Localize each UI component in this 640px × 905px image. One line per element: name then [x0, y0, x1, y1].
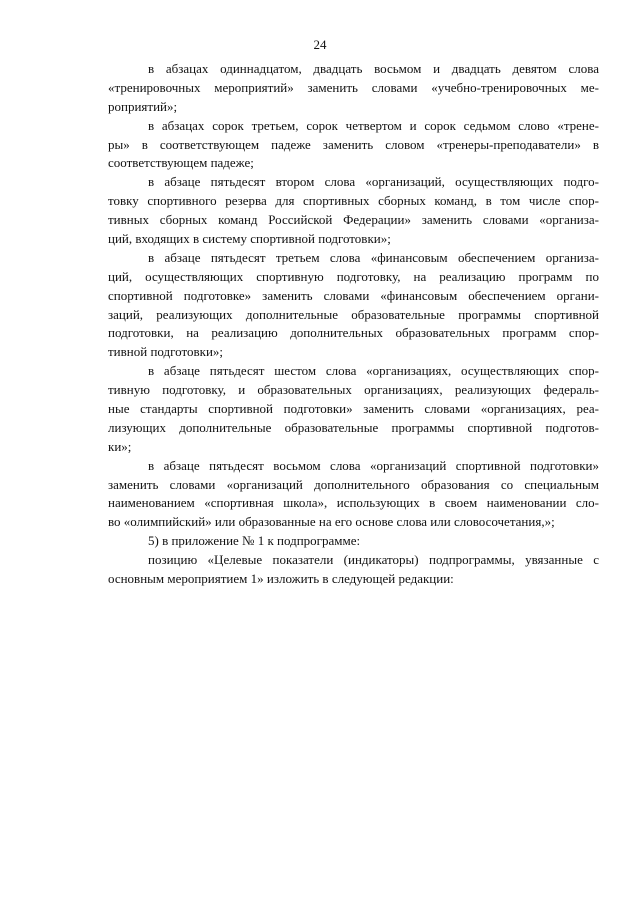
text-line: товку спортивного резерва для спортивных сборных команд, в том числе спор- — [108, 193, 599, 209]
text-line: ры» в соответствующем падеже заменить словом «тренеры-преподаватели» в — [108, 136, 599, 152]
text-line: тивной подготовки»; — [108, 344, 224, 360]
text-line: заменить словами «организаций дополнительного образования со специальным — [108, 476, 599, 492]
text-line: ций, входящих в систему спортивной подготовки»; — [108, 231, 391, 247]
text-line: тивную подготовку, и образовательных организациях, реализующих федераль- — [108, 382, 599, 398]
text-line: соответствующем падеже; — [108, 155, 254, 171]
text-line: 5) в приложение № 1 к подпрограмме: — [148, 533, 361, 549]
text-line: наименованием «спортивная школа», использующих в своем наименовании сло- — [108, 495, 599, 511]
text-line: во «олимпийский» или образованные на его основе слова или словосочетания,»; — [108, 514, 555, 530]
page-number: 24 — [313, 37, 327, 52]
text-line: основным мероприятием 1» изложить в следующей редакции: — [108, 571, 454, 587]
text-line: тивных сборных команд Российской Федерации» заменить словами «организа- — [108, 212, 599, 228]
text-line: в абзаце пятьдесят третьем слова «финансовым обеспечением организа- — [148, 249, 599, 265]
text-line: роприятий»; — [108, 98, 178, 114]
text-line: ций, осуществляющих спортивную подготовку, на реализацию программ по — [108, 268, 599, 284]
text-line: ки»; — [108, 438, 132, 454]
text-line: «тренировочных мероприятий» заменить словами «учебно-тренировочных ме- — [108, 79, 599, 95]
text-line: в абзацах одиннадцатом, двадцать восьмом и двадцать девятом слова — [148, 61, 599, 76]
text-line: ные стандарты спортивной подготовки» заменить словами «организациях, реа- — [108, 401, 599, 417]
text-line: в абзаце пятьдесят восьмом слова «организаций спортивной подготовки» — [148, 457, 599, 473]
text-line: подготовки, на реализацию дополнительных образовательных программ спор- — [108, 325, 599, 341]
document-body — [108, 60, 599, 589]
text-line: в абзацах сорок третьем, сорок четвертом и сорок седьмом слово «трене- — [148, 117, 599, 133]
text-line: спортивной подготовке» заменить словами «финансовым обеспечением органи- — [108, 287, 599, 303]
text-line: позицию «Целевые показатели (индикаторы) подпрограммы, увязанные с — [148, 552, 599, 568]
text-line: заций, реализующих дополнительные образовательные программы спортивной — [108, 306, 599, 322]
text-line: в абзаце пятьдесят шестом слова «организациях, осуществляющих спор- — [148, 363, 599, 379]
text-line: лизующих дополнительные образовательные программы спортивной подготов- — [108, 419, 599, 435]
text-line: в абзаце пятьдесят втором слова «организаций, осуществляющих подго- — [148, 174, 599, 190]
